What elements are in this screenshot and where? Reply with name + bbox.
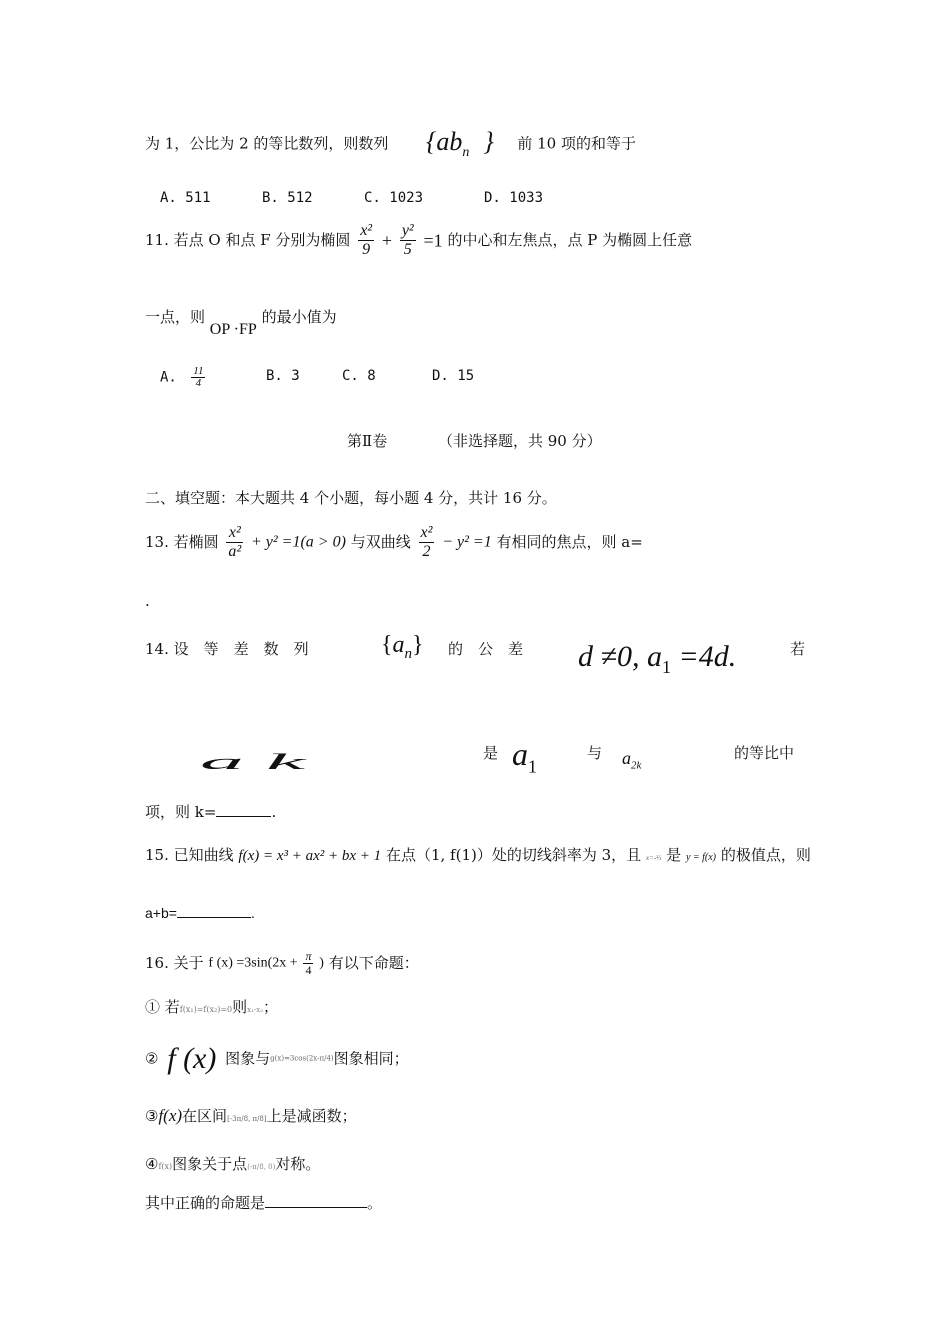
q11-option-c: C. 8 bbox=[342, 368, 376, 384]
q11-option-b: B. 3 bbox=[266, 368, 300, 384]
q14-seq: $\{a_n\}$ bbox=[381, 632, 424, 662]
part2-heading: 二、填空题：本大题共 4 个小题，每小题 4 分，共计 16 分。 bbox=[145, 489, 557, 507]
q14-tail: 的等比中 bbox=[734, 744, 795, 762]
q11-text-b: 的中心和左焦点，点 P 为椭圆上任意 bbox=[447, 231, 693, 249]
section2-title: 第Ⅱ卷 bbox=[347, 432, 388, 450]
q16-answer: 其中正确的命题是 。 bbox=[145, 1194, 383, 1212]
q10-text-b: 前 10 项的和等于 bbox=[517, 134, 636, 153]
q16-item2: ② f (x) 图象与g(x)=3cos(2x-π/4)图象相同； bbox=[145, 1042, 409, 1075]
q13-fraction-b: $\frac{\text{x²}}{2}$ bbox=[420, 524, 433, 560]
q14-a1: $a_1$ bbox=[512, 736, 537, 777]
q14-condition: d ≠0, $a_1 =4d$. bbox=[578, 640, 737, 677]
q14-ak: a k bbox=[200, 749, 306, 774]
q13-line: 13. 若椭圆 $\frac{\text{x²}}{\text{a²}}$ + y² =1(a > 0) 与双曲线 $\frac{\text{x²}}{2}$ − y² =1 有相同的焦点，则 a= bbox=[145, 524, 643, 560]
q10-option-b: B. 512 bbox=[262, 190, 313, 206]
q16-item1: ① 若f(x₁)=f(x₂)=0则x₁-x₂； bbox=[145, 998, 279, 1016]
q14-line3: 项，则 k= . bbox=[145, 803, 277, 821]
q14-text-b: 的 公 差 bbox=[448, 640, 524, 658]
q11-option-d: D. 15 bbox=[432, 368, 475, 384]
q11-option-a: A. $\frac{11}{4}$ bbox=[160, 365, 204, 389]
q11-fraction-x: $\frac{\text{x²}}{9}$ bbox=[360, 222, 373, 258]
q14-ruo: 若 bbox=[790, 640, 806, 658]
q16-line: 16. 关于 f (x) =3sin(2x + $\frac{\pi}{4}$ ) 有以下命题： bbox=[145, 949, 419, 977]
q15-curve: f(x) = x³ + ax² + bx + 1 bbox=[238, 848, 382, 864]
q11-expr: OP ·FP bbox=[209, 321, 257, 338]
q10-line bbox=[145, 129, 636, 160]
q13-fraction-a: $\frac{\text{x²}}{\text{a²}}$ bbox=[228, 524, 242, 560]
q11-line: 11. 若点 O 和点 F 分别为椭圆 $\frac{\text{x²}}{9}$ + $\frac{\text{y²}}{5}$ =1 的中心和左焦点，点 P 为椭圆上任意 bbox=[145, 222, 693, 258]
q14-shi: 是 bbox=[483, 744, 499, 762]
q11-fraction-y: $\frac{\text{y²}}{5}$ bbox=[401, 222, 414, 258]
q10-text-a: 为 1，公比为 2 的等比数列，则数列 bbox=[145, 134, 389, 153]
q14-label: 14. 设 等 差 数 列 bbox=[145, 640, 309, 658]
q10-option-c: C. 1023 bbox=[364, 190, 424, 206]
q11-line2: 一点，则 OP ·FP 的最小值为 bbox=[145, 308, 337, 338]
q15-line: 15. 已知曲线 f(x) = x³ + ax² + bx + 1 在点（1, f(1)）处的切线斜率为 3，且 x=-⅔ 是 y = f(x) 的极值点，则 bbox=[145, 846, 811, 864]
q10-option-a: A. 511 bbox=[160, 190, 211, 206]
q10-option-d: D. 1033 bbox=[484, 190, 544, 206]
q14-yu: 与 bbox=[587, 744, 603, 762]
q11-text-a: 11. 若点 O 和点 F 分别为椭圆 bbox=[145, 231, 351, 249]
q13-dot: . bbox=[145, 592, 150, 610]
section2-subtitle: （非选择题，共 90 分） bbox=[438, 432, 602, 450]
q16-item4: ④f(x)图象关于点(-π/8, 0)对称。 bbox=[145, 1155, 321, 1173]
q10-seq: {$ab_n$ } bbox=[425, 127, 494, 161]
q16-item3: ③f(x)在区间[-3π/8, π/8]上是减函数； bbox=[145, 1106, 357, 1125]
q15-line2: a+b= . bbox=[145, 905, 255, 921]
q14-a2k: $a_{2k}$ bbox=[622, 748, 642, 772]
q16-item2-fx: f (x) bbox=[167, 1042, 217, 1075]
